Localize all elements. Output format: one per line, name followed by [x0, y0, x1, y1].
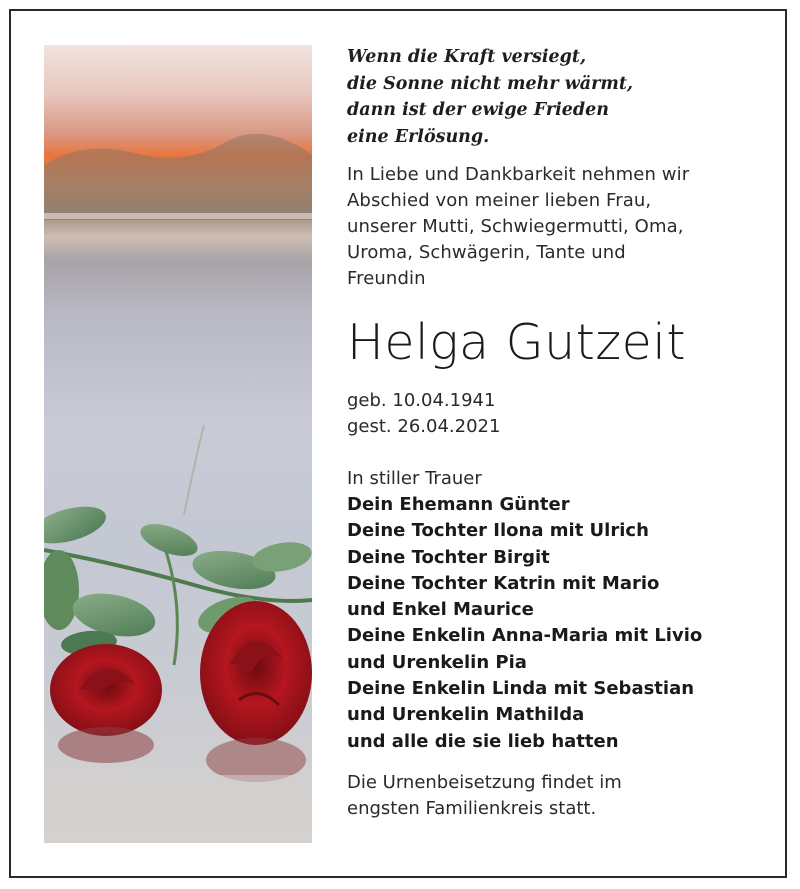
mourner: und Enkel Maurice: [347, 599, 534, 621]
mourner: und Urenkelin Mathilda: [347, 704, 585, 726]
mourner: Deine Tochter Ilona mit Ulrich: [347, 520, 649, 542]
mourning-heading: In stiller Trauer: [347, 468, 482, 489]
mourner: Deine Tochter Birgit: [347, 546, 550, 568]
poem: Wenn die Kraft versiegt, die Sonne nicht mehr wärmt, dann ist der ewige Frieden eine Erlösung.: [347, 47, 634, 147]
mourners-list: [347, 492, 767, 755]
roses-image: [44, 45, 312, 843]
deceased-name: Helga Gutzeit: [347, 314, 687, 371]
notice-text: [347, 44, 767, 822]
roses-photo: [44, 45, 312, 843]
mourner: Dein Ehemann Günter: [347, 494, 570, 515]
mourner: Deine Enkelin Anna-Maria mit Livio: [347, 625, 703, 647]
farewell-intro: In Liebe und Dankbarkeit nehmen wir Abschied von meiner lieben Frau, unserer Mutti, Schwiegermutti, Oma, Uroma, Schwägerin, Tante und Freundin: [347, 164, 690, 289]
burial-note: Die Urnenbeisetzung findet im engsten Familienkreis statt.: [347, 771, 622, 819]
mourner: und Urenkelin Pia: [347, 651, 527, 673]
mourner: Deine Enkelin Linda mit Sebastian: [347, 678, 695, 700]
mourner: und alle die sie lieb hatten: [347, 730, 619, 752]
mourner: Deine Tochter Katrin mit Mario: [347, 572, 660, 594]
life-dates: geb. 10.04.1941 gest. 26.04.2021: [347, 390, 501, 437]
